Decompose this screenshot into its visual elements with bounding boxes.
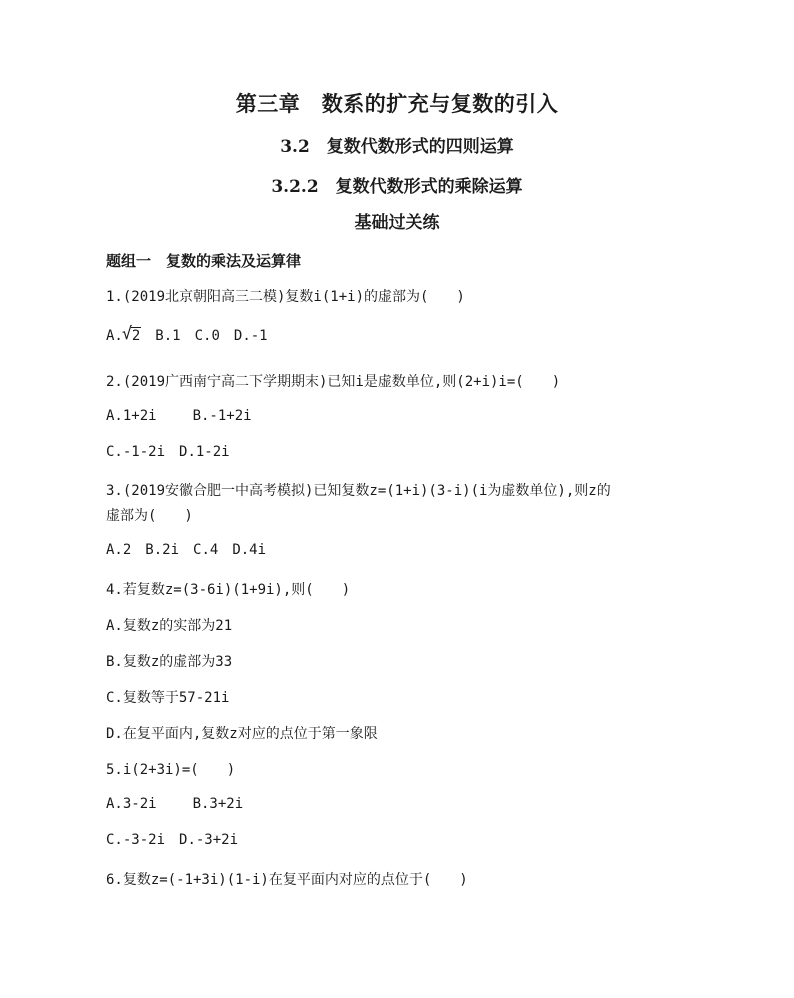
q1-option-a-sqrt: [121, 324, 141, 344]
q5-option-b: B.3+2i: [192, 796, 244, 812]
q5-option-d: D.-3+2i: [179, 832, 239, 848]
q1-options: [106, 324, 268, 344]
q2-stem: 2.(2019广西南宁高二下学期期末)已知i是虚数单位,则(2+i)i=( ): [106, 374, 561, 390]
q2-option-c: C.-1-2i: [106, 444, 166, 460]
q1-option-c: C.0: [194, 328, 220, 344]
q2-option-d: D.1-2i: [179, 444, 230, 460]
q3-option-c: C.4: [193, 542, 219, 558]
q3-option-b: B.2i: [145, 542, 180, 558]
q3-stem-line1: 3.(2019安徽合肥一中高考模拟)已知复数z=(1+i)(3-i)(i为虚数单位),则z的: [106, 483, 611, 499]
q1-option-a-label: A.: [106, 328, 123, 344]
q3-stem-line2: 虚部为( ): [106, 508, 193, 524]
q1-option-a-radicand: 2: [131, 328, 141, 344]
q3-options: [106, 542, 266, 558]
q1-option-b: B.1: [155, 328, 181, 344]
q5-option-a: A.3-2i: [106, 796, 157, 812]
chapter-title: 第三章 数系的扩充与复数的引入: [235, 91, 559, 116]
subsection-title: 3.2.2 复数代数形式的乘除运算: [271, 177, 523, 197]
q4-stem: 4.若复数z=(3-6i)(1+9i),则( ): [106, 582, 351, 598]
q6-stem: 6.复数z=(-1+3i)(1-i)在复平面内对应的点位于( ): [106, 872, 468, 888]
sqrt-symbol-icon: √: [121, 324, 133, 344]
group-title: 题组一 复数的乘法及运算律: [106, 252, 302, 270]
q2-option-b: B.-1+2i: [192, 408, 252, 424]
q4-option-c: C.复数等于57-21i: [106, 690, 230, 706]
q1-option-d: D.-1: [233, 328, 268, 344]
q5-option-c: C.-3-2i: [106, 832, 166, 848]
q4-option-d: D.在复平面内,复数z对应的点位于第一象限: [106, 726, 378, 742]
practice-title: 基础过关练: [354, 213, 440, 233]
q4-option-a: A.复数z的实部为21: [106, 618, 233, 634]
q5-stem: 5.i(2+3i)=( ): [106, 762, 236, 778]
q2-options-cd: [106, 444, 230, 460]
q5-options-cd: [106, 832, 238, 848]
q3-option-a: A.2: [106, 542, 132, 558]
section-title: 3.2 复数代数形式的四则运算: [280, 137, 514, 157]
q2-options-ab: [106, 408, 252, 424]
q5-options-ab: [106, 796, 243, 812]
q2-option-a: A.1+2i: [106, 408, 157, 424]
q1-stem: 1.(2019北京朝阳高三二模)复数i(1+i)的虚部为( ): [106, 289, 465, 305]
q4-option-b: B.复数z的虚部为33: [106, 654, 233, 670]
q3-option-d: D.4i: [232, 542, 267, 558]
